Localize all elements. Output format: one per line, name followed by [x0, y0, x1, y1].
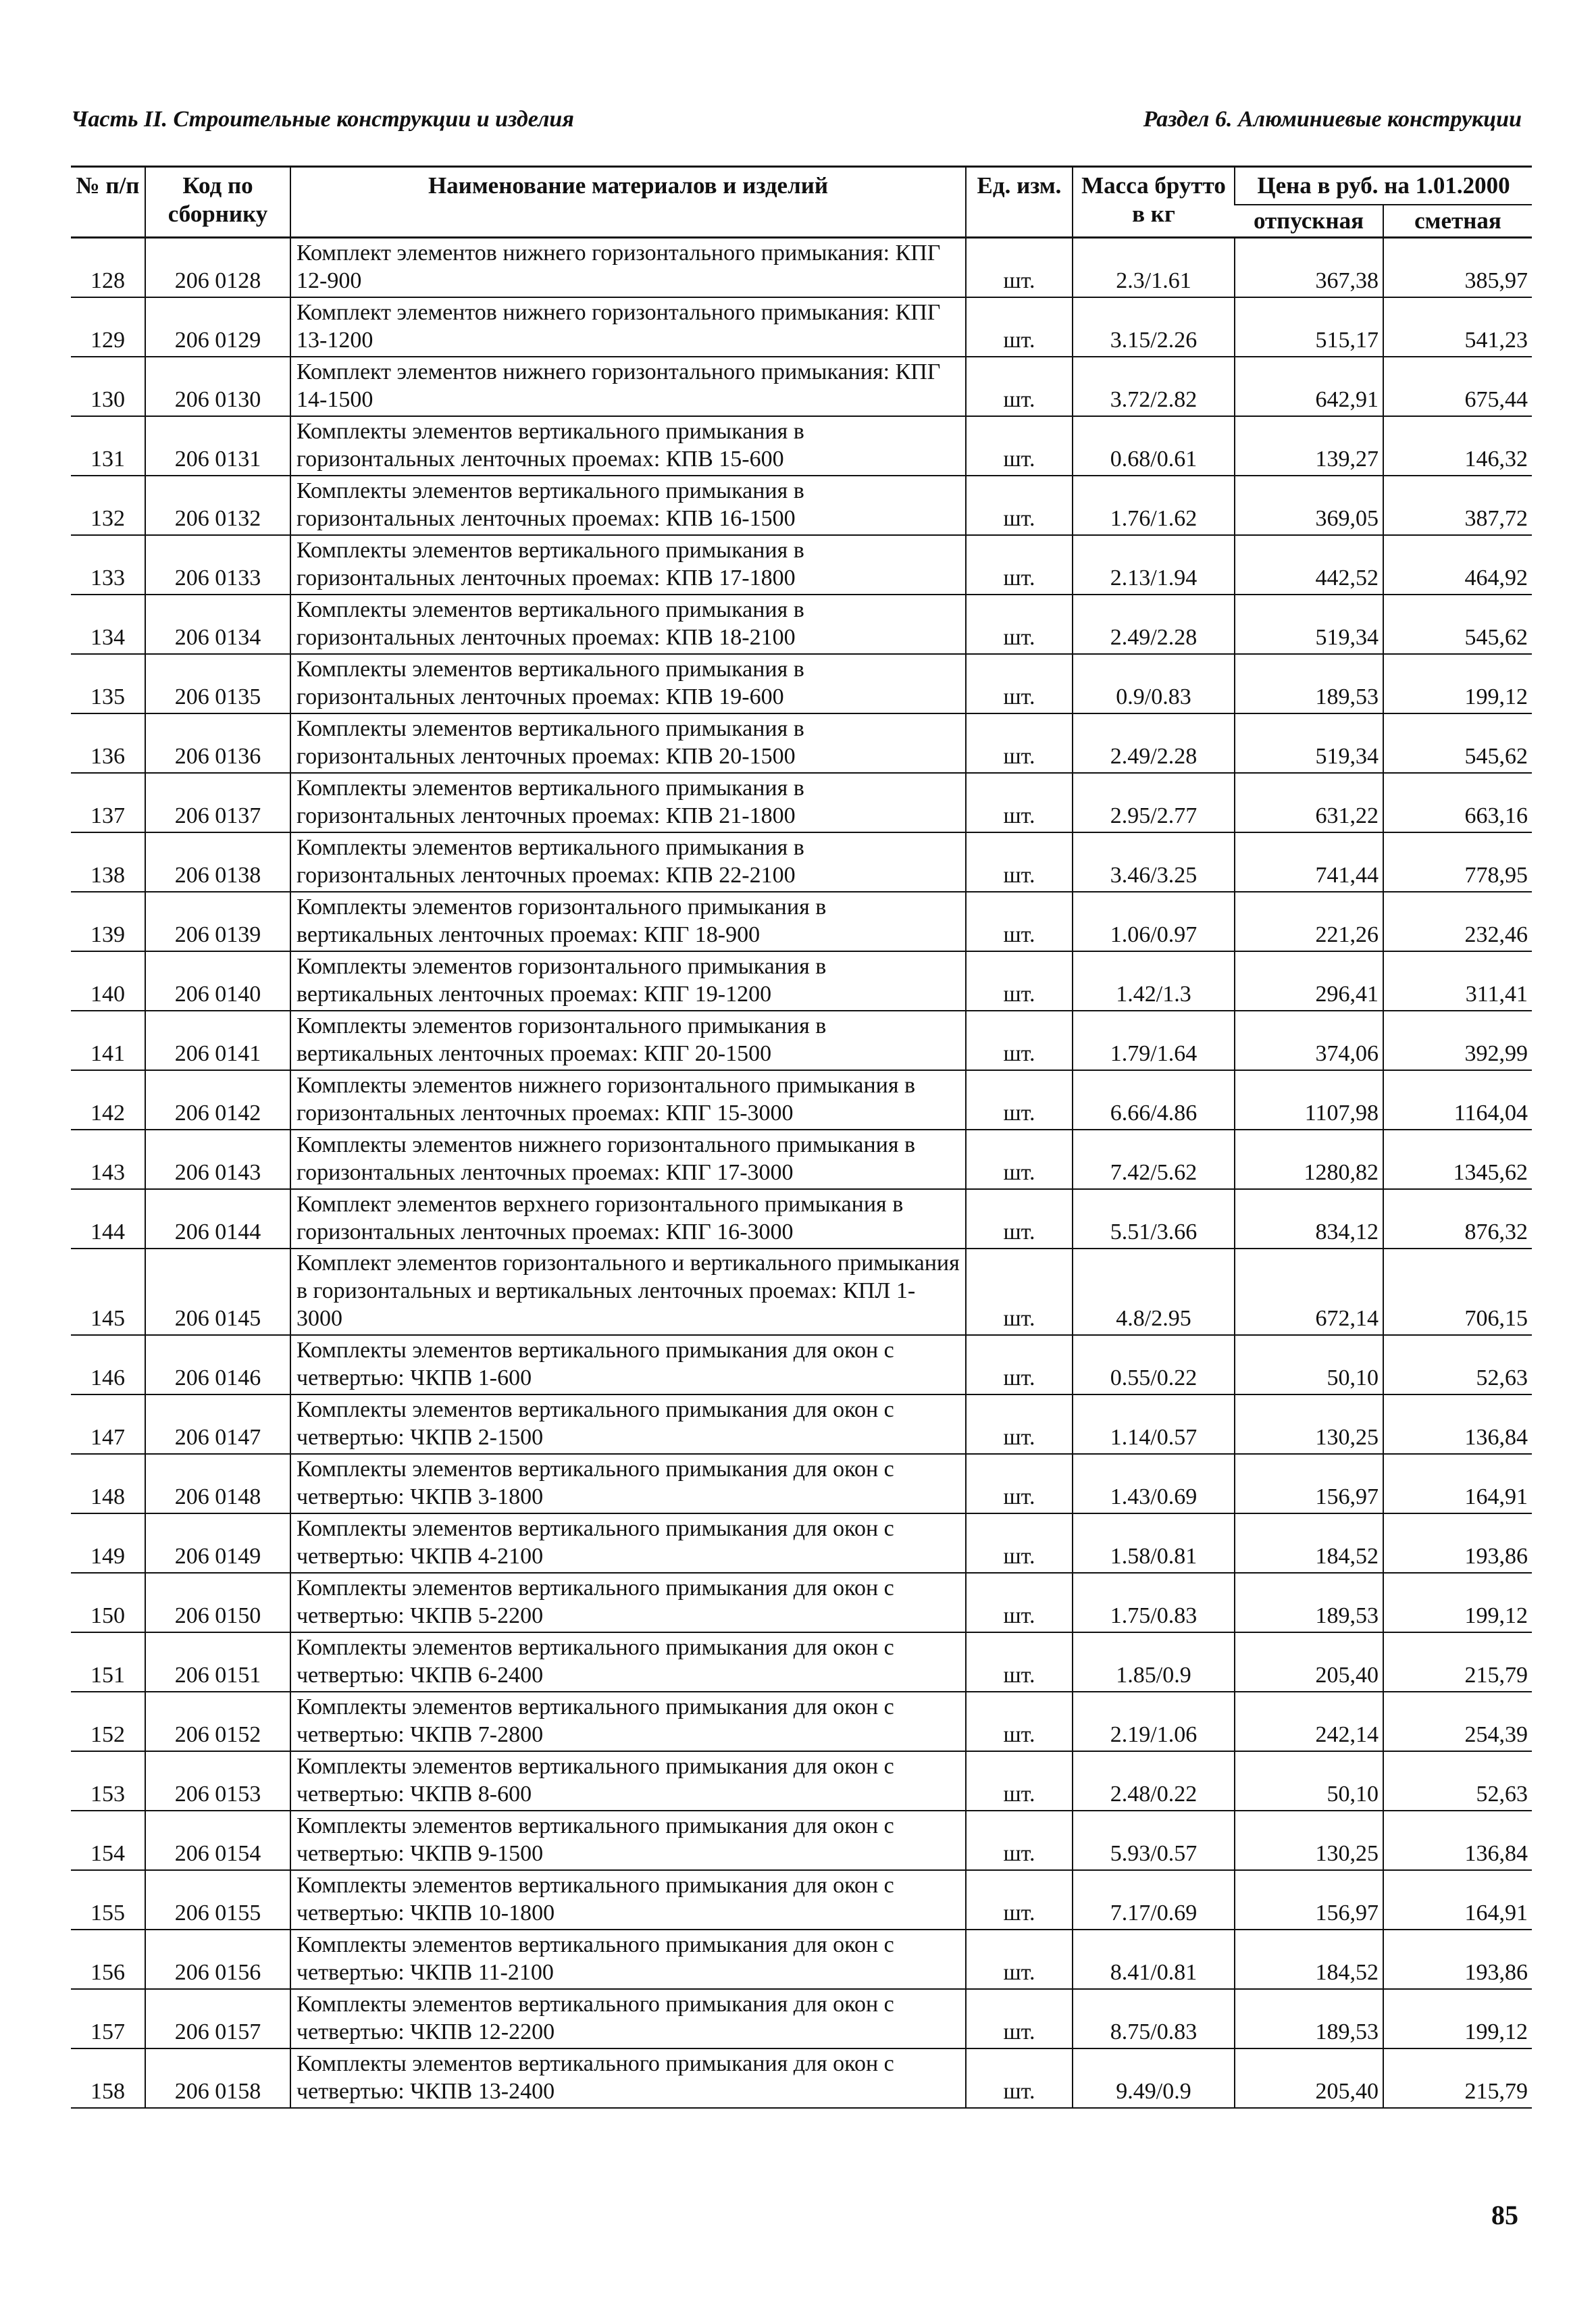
row-name: Комплекты элементов вертикального примыкания для окон с четвертью: ЧКПВ 2-1500 [290, 1394, 966, 1454]
page-number: 85 [1491, 2200, 1518, 2230]
row-release-price: 189,53 [1235, 1989, 1383, 2048]
row-code: 206 0129 [145, 297, 290, 357]
row-unit: шт. [966, 892, 1073, 951]
table-row [71, 1189, 1532, 1249]
row-mass: 3.72/2.82 [1073, 357, 1235, 416]
row-unit: шт. [966, 535, 1073, 595]
table-row [71, 654, 1532, 713]
row-mass: 1.06/0.97 [1073, 892, 1235, 951]
row-no: 153 [71, 1751, 145, 1811]
row-no: 152 [71, 1692, 145, 1751]
row-no: 144 [71, 1189, 145, 1249]
row-release-price: 50,10 [1235, 1335, 1383, 1394]
row-unit: шт. [966, 238, 1073, 297]
row-code: 206 0157 [145, 1989, 290, 2048]
row-unit: шт. [966, 832, 1073, 892]
row-no: 148 [71, 1454, 145, 1513]
row-no: 146 [71, 1335, 145, 1394]
row-mass: 1.75/0.83 [1073, 1573, 1235, 1632]
row-no: 147 [71, 1394, 145, 1454]
price-table [71, 166, 1532, 2109]
table-row [71, 1989, 1532, 2048]
row-code: 206 0131 [145, 416, 290, 476]
row-code: 206 0144 [145, 1189, 290, 1249]
row-mass: 7.17/0.69 [1073, 1870, 1235, 1930]
table-row [71, 1573, 1532, 1632]
row-no: 142 [71, 1070, 145, 1130]
row-no: 132 [71, 476, 145, 535]
row-release-price: 296,41 [1235, 951, 1383, 1011]
row-unit: шт. [966, 1130, 1073, 1189]
table-row [71, 1751, 1532, 1811]
row-estimate-price: 541,23 [1383, 297, 1532, 357]
row-code: 206 0143 [145, 1130, 290, 1189]
table-row [71, 1394, 1532, 1454]
row-no: 150 [71, 1573, 145, 1632]
table-row [71, 1454, 1532, 1513]
row-release-price: 369,05 [1235, 476, 1383, 535]
row-name: Комплект элементов горизонтального и вертикального примыкания в горизонтальных и вертикальных ленточных проемах: КПЛ 1-3000 [290, 1249, 966, 1335]
page-header [71, 107, 1522, 132]
col-header-no: № п/п [71, 167, 145, 238]
row-code: 206 0148 [145, 1454, 290, 1513]
row-release-price: 184,52 [1235, 1513, 1383, 1573]
row-no: 155 [71, 1870, 145, 1930]
row-mass: 2.3/1.61 [1073, 238, 1235, 297]
row-release-price: 1280,82 [1235, 1130, 1383, 1189]
table-row [71, 238, 1532, 297]
row-code: 206 0137 [145, 773, 290, 832]
row-mass: 1.79/1.64 [1073, 1011, 1235, 1070]
row-unit: шт. [966, 951, 1073, 1011]
row-name: Комплекты элементов вертикального примыкания для окон с четвертью: ЧКПВ 6-2400 [290, 1632, 966, 1692]
row-release-price: 367,38 [1235, 238, 1383, 297]
row-code: 206 0139 [145, 892, 290, 951]
row-name: Комплекты элементов вертикального примыкания для окон с четвертью: ЧКПВ 13-2400 [290, 2048, 966, 2108]
row-unit: шт. [966, 1751, 1073, 1811]
part-title: Часть II. Строительные конструкции и изделия [71, 107, 574, 132]
row-name: Комплект элементов верхнего горизонтального примыкания в горизонтальных ленточных проемах: КПГ 16-3000 [290, 1189, 966, 1249]
row-estimate-price: 254,39 [1383, 1692, 1532, 1751]
row-estimate-price: 706,15 [1383, 1249, 1532, 1335]
row-code: 206 0141 [145, 1011, 290, 1070]
row-unit: шт. [966, 357, 1073, 416]
row-code: 206 0156 [145, 1930, 290, 1989]
row-name: Комплект элементов нижнего горизонтального примыкания: КПГ 14-1500 [290, 357, 966, 416]
row-estimate-price: 232,46 [1383, 892, 1532, 951]
row-mass: 0.9/0.83 [1073, 654, 1235, 713]
row-release-price: 642,91 [1235, 357, 1383, 416]
table-row [71, 1011, 1532, 1070]
row-code: 206 0128 [145, 238, 290, 297]
row-mass: 8.75/0.83 [1073, 1989, 1235, 2048]
row-code: 206 0152 [145, 1692, 290, 1751]
row-release-price: 834,12 [1235, 1189, 1383, 1249]
row-mass: 5.51/3.66 [1073, 1189, 1235, 1249]
row-unit: шт. [966, 654, 1073, 713]
table-row [71, 1130, 1532, 1189]
row-release-price: 374,06 [1235, 1011, 1383, 1070]
row-name: Комплекты элементов вертикального примыкания для окон с четвертью: ЧКПВ 7-2800 [290, 1692, 966, 1751]
row-code: 206 0150 [145, 1573, 290, 1632]
table-row [71, 1692, 1532, 1751]
table-row [71, 1870, 1532, 1930]
row-unit: шт. [966, 1930, 1073, 1989]
row-release-price: 156,97 [1235, 1870, 1383, 1930]
row-code: 206 0136 [145, 713, 290, 773]
row-code: 206 0132 [145, 476, 290, 535]
col-header-unit: Ед. изм. [966, 167, 1073, 238]
row-name: Комплекты элементов горизонтального примыкания в вертикальных ленточных проемах: КПГ 20-1500 [290, 1011, 966, 1070]
row-unit: шт. [966, 1632, 1073, 1692]
row-mass: 5.93/0.57 [1073, 1811, 1235, 1870]
row-no: 136 [71, 713, 145, 773]
row-estimate-price: 193,86 [1383, 1930, 1532, 1989]
row-name: Комплект элементов нижнего горизонтального примыкания: КПГ 12-900 [290, 238, 966, 297]
col-header-code: Код по сборнику [145, 167, 290, 238]
table-row [71, 892, 1532, 951]
row-estimate-price: 876,32 [1383, 1189, 1532, 1249]
row-no: 137 [71, 773, 145, 832]
row-no: 140 [71, 951, 145, 1011]
row-no: 154 [71, 1811, 145, 1870]
table-row [71, 297, 1532, 357]
row-name: Комплекты элементов нижнего горизонтального примыкания в горизонтальных ленточных проемах: КПГ 17-3000 [290, 1130, 966, 1189]
row-name: Комплекты элементов нижнего горизонтального примыкания в горизонтальных ленточных проемах: КПГ 15-3000 [290, 1070, 966, 1130]
row-name: Комплекты элементов вертикального примыкания для окон с четвертью: ЧКПВ 5-2200 [290, 1573, 966, 1632]
row-mass: 2.48/0.22 [1073, 1751, 1235, 1811]
row-code: 206 0146 [145, 1335, 290, 1394]
row-estimate-price: 164,91 [1383, 1454, 1532, 1513]
row-mass: 1.85/0.9 [1073, 1632, 1235, 1692]
row-estimate-price: 52,63 [1383, 1751, 1532, 1811]
table-row [71, 1632, 1532, 1692]
row-estimate-price: 1345,62 [1383, 1130, 1532, 1189]
row-no: 130 [71, 357, 145, 416]
table-row [71, 773, 1532, 832]
row-unit: шт. [966, 1394, 1073, 1454]
col-header-estimate: сметная [1383, 205, 1532, 238]
row-unit: шт. [966, 1249, 1073, 1335]
row-unit: шт. [966, 476, 1073, 535]
row-release-price: 242,14 [1235, 1692, 1383, 1751]
row-estimate-price: 1164,04 [1383, 1070, 1532, 1130]
table-row [71, 1513, 1532, 1573]
row-release-price: 189,53 [1235, 1573, 1383, 1632]
row-no: 141 [71, 1011, 145, 1070]
row-name: Комплекты элементов горизонтального примыкания в вертикальных ленточных проемах: КПГ 18-900 [290, 892, 966, 951]
row-unit: шт. [966, 1811, 1073, 1870]
table-row [71, 1811, 1532, 1870]
row-estimate-price: 387,72 [1383, 476, 1532, 535]
row-name: Комплекты элементов вертикального примыкания для окон с четвертью: ЧКПВ 11-2100 [290, 1930, 966, 1989]
row-release-price: 156,97 [1235, 1454, 1383, 1513]
row-code: 206 0138 [145, 832, 290, 892]
row-code: 206 0142 [145, 1070, 290, 1130]
table-row [71, 1249, 1532, 1335]
row-unit: шт. [966, 773, 1073, 832]
row-code: 206 0145 [145, 1249, 290, 1335]
row-release-price: 515,17 [1235, 297, 1383, 357]
row-estimate-price: 136,84 [1383, 1394, 1532, 1454]
row-name: Комплекты элементов вертикального примыкания для окон с четвертью: ЧКПВ 10-1800 [290, 1870, 966, 1930]
col-header-release: отпускная [1235, 205, 1383, 238]
row-name: Комплекты элементов вертикального примыкания для окон с четвертью: ЧКПВ 9-1500 [290, 1811, 966, 1870]
row-unit: шт. [966, 713, 1073, 773]
row-release-price: 672,14 [1235, 1249, 1383, 1335]
row-release-price: 221,26 [1235, 892, 1383, 951]
row-mass: 3.46/3.25 [1073, 832, 1235, 892]
row-no: 151 [71, 1632, 145, 1692]
row-name: Комплекты элементов вертикального примыкания в горизонтальных ленточных проемах: КПВ 19-600 [290, 654, 966, 713]
row-unit: шт. [966, 1989, 1073, 2048]
row-name: Комплекты элементов вертикального примыкания в горизонтальных ленточных проемах: КПВ 17-1800 [290, 535, 966, 595]
row-estimate-price: 545,62 [1383, 595, 1532, 654]
row-estimate-price: 215,79 [1383, 1632, 1532, 1692]
row-unit: шт. [966, 1070, 1073, 1130]
row-release-price: 442,52 [1235, 535, 1383, 595]
row-release-price: 519,34 [1235, 713, 1383, 773]
row-release-price: 130,25 [1235, 1394, 1383, 1454]
row-code: 206 0134 [145, 595, 290, 654]
row-unit: шт. [966, 595, 1073, 654]
row-unit: шт. [966, 1870, 1073, 1930]
row-estimate-price: 199,12 [1383, 1989, 1532, 2048]
row-name: Комплекты элементов вертикального примыкания в горизонтальных ленточных проемах: КПВ 16-1500 [290, 476, 966, 535]
row-estimate-price: 215,79 [1383, 2048, 1532, 2108]
row-mass: 1.43/0.69 [1073, 1454, 1235, 1513]
table-row [71, 476, 1532, 535]
row-estimate-price: 545,62 [1383, 713, 1532, 773]
row-unit: шт. [966, 1011, 1073, 1070]
row-name: Комплекты элементов вертикального примыкания в горизонтальных ленточных проемах: КПВ 15-600 [290, 416, 966, 476]
row-release-price: 741,44 [1235, 832, 1383, 892]
row-release-price: 519,34 [1235, 595, 1383, 654]
table-row [71, 713, 1532, 773]
row-mass: 2.49/2.28 [1073, 713, 1235, 773]
row-unit: шт. [966, 297, 1073, 357]
col-header-mass: Масса брутто в кг [1073, 167, 1235, 238]
row-code: 206 0154 [145, 1811, 290, 1870]
row-no: 138 [71, 832, 145, 892]
row-no: 149 [71, 1513, 145, 1573]
table-row [71, 357, 1532, 416]
row-release-price: 1107,98 [1235, 1070, 1383, 1130]
row-unit: шт. [966, 1335, 1073, 1394]
row-no: 128 [71, 238, 145, 297]
row-code: 206 0155 [145, 1870, 290, 1930]
row-no: 135 [71, 654, 145, 713]
row-no: 139 [71, 892, 145, 951]
row-name: Комплекты элементов вертикального примыкания в горизонтальных ленточных проемах: КПВ 20-1500 [290, 713, 966, 773]
row-name: Комплекты элементов вертикального примыкания для окон с четвертью: ЧКПВ 1-600 [290, 1335, 966, 1394]
row-estimate-price: 663,16 [1383, 773, 1532, 832]
table-row [71, 832, 1532, 892]
row-mass: 1.42/1.3 [1073, 951, 1235, 1011]
row-unit: шт. [966, 1692, 1073, 1751]
table-row [71, 535, 1532, 595]
row-code: 206 0151 [145, 1632, 290, 1692]
table-row [71, 416, 1532, 476]
row-release-price: 50,10 [1235, 1751, 1383, 1811]
row-name: Комплекты элементов вертикального примыкания для окон с четвертью: ЧКПВ 12-2200 [290, 1989, 966, 2048]
row-estimate-price: 164,91 [1383, 1870, 1532, 1930]
row-mass: 2.13/1.94 [1073, 535, 1235, 595]
row-code: 206 0158 [145, 2048, 290, 2108]
row-release-price: 189,53 [1235, 654, 1383, 713]
row-name: Комплекты элементов вертикального примыкания для окон с четвертью: ЧКПВ 4-2100 [290, 1513, 966, 1573]
table-row [71, 951, 1532, 1011]
row-code: 206 0153 [145, 1751, 290, 1811]
row-estimate-price: 311,41 [1383, 951, 1532, 1011]
row-name: Комплекты элементов вертикального примыкания в горизонтальных ленточных проемах: КПВ 21-1800 [290, 773, 966, 832]
row-mass: 8.41/0.81 [1073, 1930, 1235, 1989]
row-no: 134 [71, 595, 145, 654]
row-no: 133 [71, 535, 145, 595]
row-mass: 1.76/1.62 [1073, 476, 1235, 535]
row-estimate-price: 385,97 [1383, 238, 1532, 297]
row-estimate-price: 392,99 [1383, 1011, 1532, 1070]
row-mass: 7.42/5.62 [1073, 1130, 1235, 1189]
row-code: 206 0133 [145, 535, 290, 595]
row-estimate-price: 778,95 [1383, 832, 1532, 892]
row-mass: 3.15/2.26 [1073, 297, 1235, 357]
row-release-price: 205,40 [1235, 1632, 1383, 1692]
row-name: Комплект элементов нижнего горизонтального примыкания: КПГ 13-1200 [290, 297, 966, 357]
row-mass: 1.14/0.57 [1073, 1394, 1235, 1454]
row-unit: шт. [966, 1513, 1073, 1573]
col-header-name: Наименование материалов и изделий [290, 167, 966, 238]
row-no: 145 [71, 1249, 145, 1335]
row-name: Комплекты элементов вертикального примыкания в горизонтальных ленточных проемах: КПВ 22-2100 [290, 832, 966, 892]
row-code: 206 0147 [145, 1394, 290, 1454]
table-row [71, 1335, 1532, 1394]
row-mass: 1.58/0.81 [1073, 1513, 1235, 1573]
row-unit: шт. [966, 416, 1073, 476]
row-estimate-price: 464,92 [1383, 535, 1532, 595]
row-code: 206 0130 [145, 357, 290, 416]
row-unit: шт. [966, 2048, 1073, 2108]
row-code: 206 0140 [145, 951, 290, 1011]
row-estimate-price: 199,12 [1383, 1573, 1532, 1632]
row-estimate-price: 146,32 [1383, 416, 1532, 476]
row-estimate-price: 136,84 [1383, 1811, 1532, 1870]
row-mass: 0.55/0.22 [1073, 1335, 1235, 1394]
row-mass: 2.49/2.28 [1073, 595, 1235, 654]
row-name: Комплекты элементов вертикального примыкания для окон с четвертью: ЧКПВ 8-600 [290, 1751, 966, 1811]
row-name: Комплекты элементов горизонтального примыкания в вертикальных ленточных проемах: КПГ 19-1200 [290, 951, 966, 1011]
row-no: 131 [71, 416, 145, 476]
row-estimate-price: 193,86 [1383, 1513, 1532, 1573]
row-mass: 2.19/1.06 [1073, 1692, 1235, 1751]
table-body [71, 238, 1532, 2108]
row-unit: шт. [966, 1573, 1073, 1632]
row-name: Комплекты элементов вертикального примыкания в горизонтальных ленточных проемах: КПВ 18-2100 [290, 595, 966, 654]
table-row [71, 1070, 1532, 1130]
table-row [71, 1930, 1532, 1989]
table-row [71, 2048, 1532, 2108]
row-code: 206 0149 [145, 1513, 290, 1573]
row-name: Комплекты элементов вертикального примыкания для окон с четвертью: ЧКПВ 3-1800 [290, 1454, 966, 1513]
row-release-price: 205,40 [1235, 2048, 1383, 2108]
section-title: Раздел 6. Алюминиевые конструкции [1143, 107, 1522, 132]
row-release-price: 139,27 [1235, 416, 1383, 476]
row-no: 158 [71, 2048, 145, 2108]
row-mass: 0.68/0.61 [1073, 416, 1235, 476]
row-code: 206 0135 [145, 654, 290, 713]
row-no: 156 [71, 1930, 145, 1989]
row-release-price: 184,52 [1235, 1930, 1383, 1989]
row-mass: 6.66/4.86 [1073, 1070, 1235, 1130]
row-mass: 4.8/2.95 [1073, 1249, 1235, 1335]
row-release-price: 130,25 [1235, 1811, 1383, 1870]
row-mass: 9.49/0.9 [1073, 2048, 1235, 2108]
row-mass: 2.95/2.77 [1073, 773, 1235, 832]
row-estimate-price: 52,63 [1383, 1335, 1532, 1394]
row-estimate-price: 199,12 [1383, 654, 1532, 713]
row-no: 143 [71, 1130, 145, 1189]
row-unit: шт. [966, 1454, 1073, 1513]
table-row [71, 595, 1532, 654]
row-no: 157 [71, 1989, 145, 2048]
row-unit: шт. [966, 1189, 1073, 1249]
row-release-price: 631,22 [1235, 773, 1383, 832]
row-no: 129 [71, 297, 145, 357]
row-estimate-price: 675,44 [1383, 357, 1532, 416]
col-header-price: Цена в руб. на 1.01.2000 [1235, 167, 1532, 205]
